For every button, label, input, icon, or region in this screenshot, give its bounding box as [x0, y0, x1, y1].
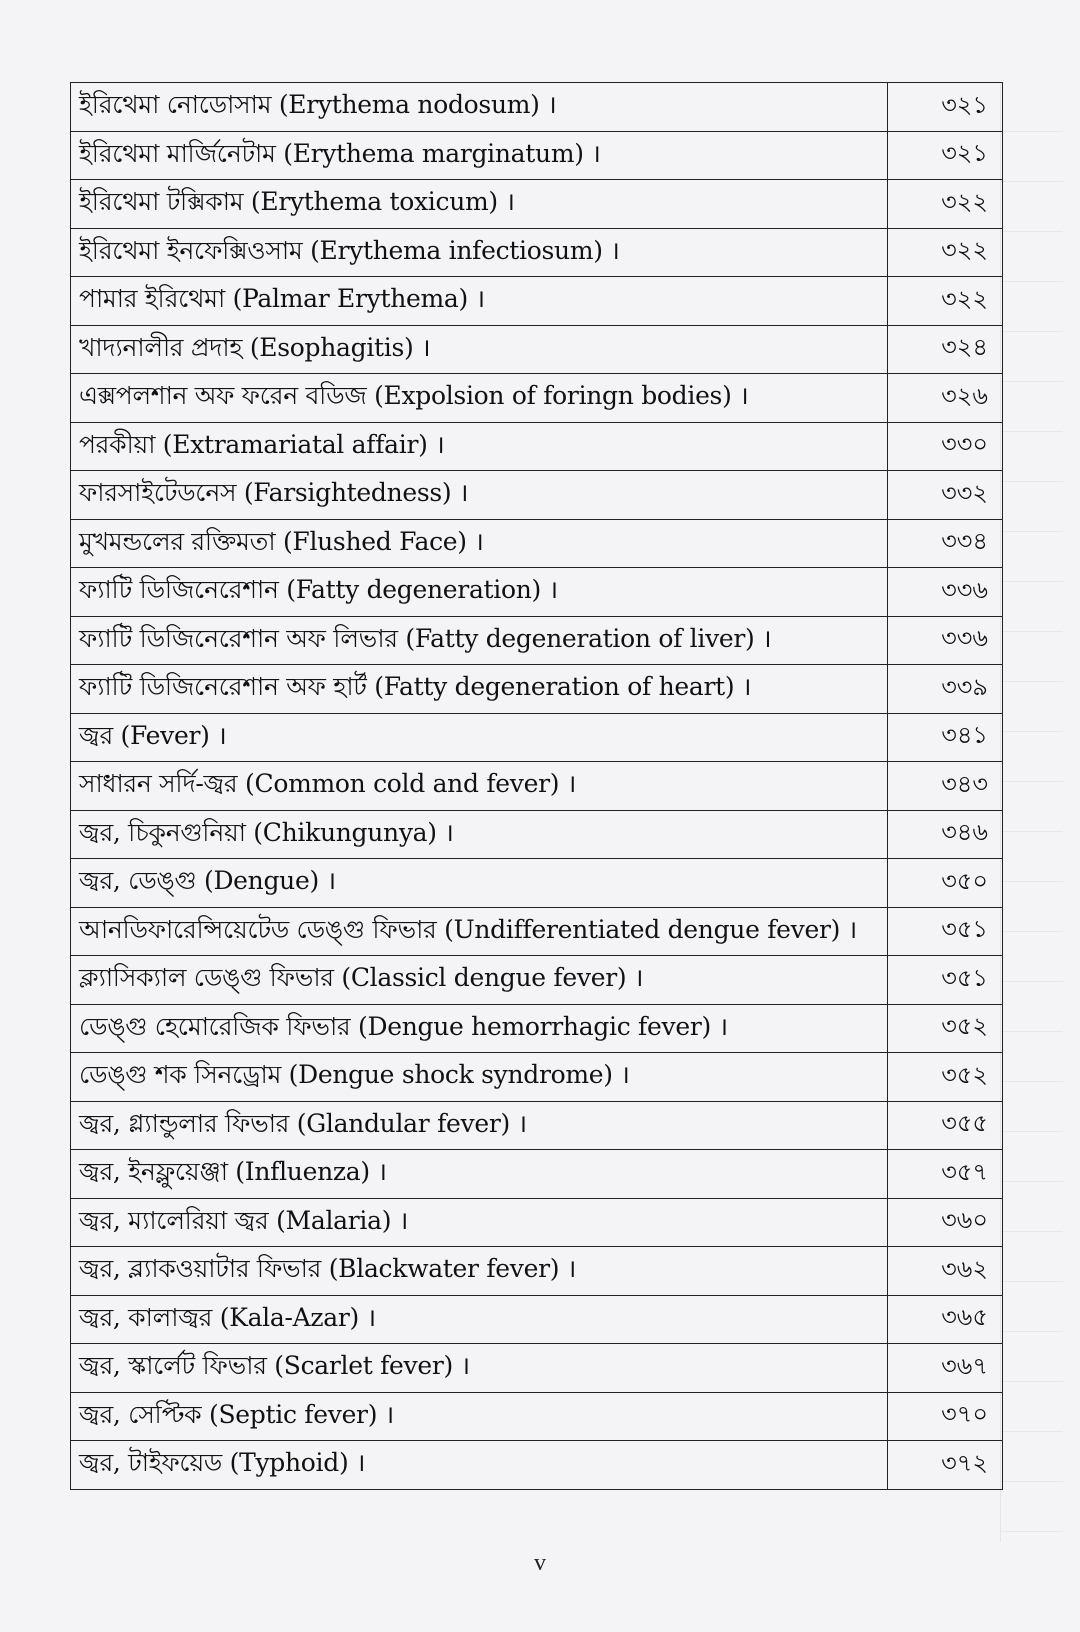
entry-title: জ্বর, ডেঙ্গু (Dengue) । [71, 859, 888, 908]
table-row[interactable] [71, 131, 1003, 180]
table-row[interactable] [71, 1053, 1003, 1102]
table-row[interactable] [71, 325, 1003, 374]
entry-title: খাদ্যনালীর প্রদাহ (Esophagitis) । [71, 325, 888, 374]
table-row[interactable] [71, 1004, 1003, 1053]
entry-page: ৩২২ [888, 228, 1003, 277]
table-row[interactable] [71, 471, 1003, 520]
entry-title: ফারসাইটেডনেস (Farsightedness) । [71, 471, 888, 520]
entry-title: ডেঙ্গু হেমোরেজিক ফিভার (Dengue hemorrhagic fever) । [71, 1004, 888, 1053]
entry-title: মুখমন্ডলের রক্তিমতা (Flushed Face) । [71, 519, 888, 568]
entry-title: জ্বর, টাইফয়েড (Typhoid) । [71, 1441, 888, 1490]
table-row[interactable] [71, 277, 1003, 326]
table-row[interactable] [71, 665, 1003, 714]
entry-page: ৩৩৬ [888, 568, 1003, 617]
table-row[interactable] [71, 616, 1003, 665]
entry-page: ৩৩৪ [888, 519, 1003, 568]
entry-page: ৩৬৭ [888, 1344, 1003, 1393]
table-row[interactable] [71, 422, 1003, 471]
table-row[interactable] [71, 713, 1003, 762]
entry-title: জ্বর, ম্যালেরিয়া জ্বর (Malaria) । [71, 1198, 888, 1247]
table-row[interactable] [71, 859, 1003, 908]
entry-title: জ্বর, গ্ল্যান্ডুলার ফিভার (Glandular fever) । [71, 1101, 888, 1150]
entry-page: ৩২৬ [888, 374, 1003, 423]
entry-title: জ্বর, ইনফ্লুয়েঞ্জা (Influenza) । [71, 1150, 888, 1199]
table-row[interactable] [71, 1344, 1003, 1393]
entry-page: ৩২৪ [888, 325, 1003, 374]
bleed-through-texture [1000, 82, 1063, 1542]
table-row[interactable] [71, 762, 1003, 811]
entry-title: পরকীয়া (Extramariatal affair) । [71, 422, 888, 471]
contents-table [70, 82, 1003, 1490]
table-row[interactable] [71, 519, 1003, 568]
entry-title: ফ্যাটি ডিজিনেরেশান (Fatty degeneration) । [71, 568, 888, 617]
entry-page: ৩৩০ [888, 422, 1003, 471]
entry-title: ক্ল্যাসিক্যাল ডেঙ্গু ফিভার (Classicl dengue fever) । [71, 956, 888, 1005]
entry-page: ৩৫২ [888, 1053, 1003, 1102]
table-row[interactable] [71, 228, 1003, 277]
entry-page: ৩৪১ [888, 713, 1003, 762]
entry-title: ইরিথেমা মার্জিনেটাম (Erythema marginatum) । [71, 131, 888, 180]
entry-page: ৩৭২ [888, 1441, 1003, 1490]
entry-title: জ্বর, কালাজ্বর (Kala-Azar) । [71, 1295, 888, 1344]
entry-page: ৩৪৬ [888, 810, 1003, 859]
table-row[interactable] [71, 374, 1003, 423]
entry-title: ইরিথেমা টক্সিকাম (Erythema toxicum) । [71, 180, 888, 229]
entry-page: ৩৬২ [888, 1247, 1003, 1296]
entry-page: ৩৫১ [888, 907, 1003, 956]
table-row[interactable] [71, 180, 1003, 229]
table-row[interactable] [71, 1392, 1003, 1441]
entry-title: ইরিথেমা নোডোসাম (Erythema nodosum) । [71, 83, 888, 132]
entry-page: ৩৫০ [888, 859, 1003, 908]
entry-title: জ্বর, ব্ল্যাকওয়াটার ফিভার (Blackwater fever) । [71, 1247, 888, 1296]
table-row[interactable] [71, 907, 1003, 956]
entry-title: সাধারন সর্দি-জ্বর (Common cold and fever) । [71, 762, 888, 811]
page-number: v [534, 1550, 546, 1576]
table-row[interactable] [71, 1198, 1003, 1247]
table-row[interactable] [71, 1441, 1003, 1490]
table-row[interactable] [71, 956, 1003, 1005]
entry-page: ৩৫১ [888, 956, 1003, 1005]
entry-title: ইরিথেমা ইনফেক্সিওসাম (Erythema infectiosum) । [71, 228, 888, 277]
entry-page: ৩৫৫ [888, 1101, 1003, 1150]
entry-page: ৩৭০ [888, 1392, 1003, 1441]
entry-page: ৩৩৯ [888, 665, 1003, 714]
entry-page: ৩২১ [888, 83, 1003, 132]
entry-title: এক্সপলশান অফ ফরেন বডিজ (Expolsion of foringn bodies) । [71, 374, 888, 423]
table-row[interactable] [71, 1295, 1003, 1344]
entry-page: ৩৬০ [888, 1198, 1003, 1247]
entry-title: জ্বর, সেপ্টিক (Septic fever) । [71, 1392, 888, 1441]
table-row[interactable] [71, 1247, 1003, 1296]
entry-title: জ্বর, চিকুনগুনিয়া (Chikungunya) । [71, 810, 888, 859]
contents-table-body [71, 83, 1003, 1490]
table-row[interactable] [71, 1101, 1003, 1150]
entry-title: পামার ইরিথেমা (Palmar Erythema) । [71, 277, 888, 326]
table-row[interactable] [71, 568, 1003, 617]
entry-page: ৩৫২ [888, 1004, 1003, 1053]
entry-title: আনডিফারেন্সিয়েটেড ডেঙ্গু ফিভার (Undifferentiated dengue fever) । [71, 907, 888, 956]
entry-page: ৩৫৭ [888, 1150, 1003, 1199]
entry-page: ৩৩২ [888, 471, 1003, 520]
entry-title: ডেঙ্গু শক সিনড্রোম (Dengue shock syndrome) । [71, 1053, 888, 1102]
table-row[interactable] [71, 83, 1003, 132]
entry-page: ৩২২ [888, 277, 1003, 326]
entry-title: জ্বর, স্কার্লেট ফিভার (Scarlet fever) । [71, 1344, 888, 1393]
table-row[interactable] [71, 1150, 1003, 1199]
entry-page: ৩৩৬ [888, 616, 1003, 665]
entry-title: ফ্যাটি ডিজিনেরেশান অফ হার্ট (Fatty degeneration of heart) । [71, 665, 888, 714]
entry-page: ৩৬৫ [888, 1295, 1003, 1344]
entry-page: ৩৪৩ [888, 762, 1003, 811]
entry-title: জ্বর (Fever) । [71, 713, 888, 762]
entry-page: ৩২২ [888, 180, 1003, 229]
entry-title: ফ্যাটি ডিজিনেরেশান অফ লিভার (Fatty degeneration of liver) । [71, 616, 888, 665]
entry-page: ৩২১ [888, 131, 1003, 180]
table-row[interactable] [71, 810, 1003, 859]
